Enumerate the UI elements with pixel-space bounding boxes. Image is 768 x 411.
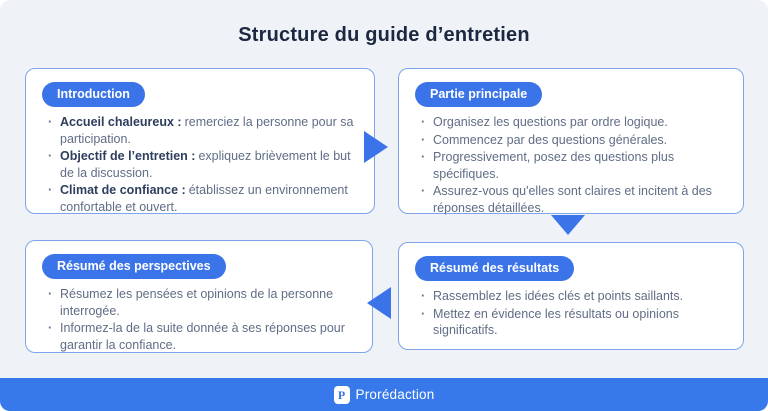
flow-arrow-right-icon: [364, 131, 388, 163]
list-item: · Organisez les questions par ordre logique.: [421, 114, 727, 131]
bullet-list: [42, 286, 356, 353]
card-label-pill: Introduction: [42, 82, 145, 107]
flow-arrow-left-icon: [367, 287, 391, 319]
list-item: · Résumez les pensées et opinions de la personne interrogée.: [48, 286, 356, 319]
list-item: · Commencez par des questions générales.: [421, 132, 727, 149]
brand-name: Prorédaction: [355, 387, 435, 402]
list-item: · Informez-la de la suite donnée à ses réponses pour garantir la confiance.: [48, 320, 356, 353]
card-label-pill: Résumé des résultats: [415, 256, 574, 281]
page-title: Structure du guide d’entretien: [238, 24, 530, 46]
list-item: · Accueil chaleureux : remerciez la personne pour sa participation.: [48, 114, 358, 147]
bullet-list: [415, 288, 727, 339]
flow-arrow-down-icon: [551, 215, 585, 235]
list-item: · Objectif de l’entretien : expliquez brièvement le but de la discussion.: [48, 148, 358, 181]
list-item: · Climat de confiance : établissez un environnement confortable et ouvert.: [48, 182, 358, 215]
card-label-pill: Partie principale: [415, 82, 542, 107]
list-item: · Rassemblez les idées clés et points saillants.: [421, 288, 727, 305]
card-introduction: [25, 68, 375, 214]
list-item: · Assurez-vous qu'elles sont claires et incitent à des réponses détaillées.: [421, 183, 727, 216]
card-resume-resultats: [398, 242, 744, 350]
bullet-list: [415, 114, 727, 216]
card-resume-perspectives: [25, 240, 373, 353]
list-item: · Progressivement, posez des questions plus spécifiques.: [421, 149, 727, 182]
bullet-list: [42, 114, 358, 215]
proredaction-logo-icon: P: [334, 386, 350, 404]
card-partie-principale: [398, 68, 744, 214]
card-label-pill: Résumé des perspectives: [42, 254, 226, 279]
list-item: · Mettez en évidence les résultats ou opinions significatifs.: [421, 306, 727, 339]
footer-brand-bar: [0, 378, 768, 411]
